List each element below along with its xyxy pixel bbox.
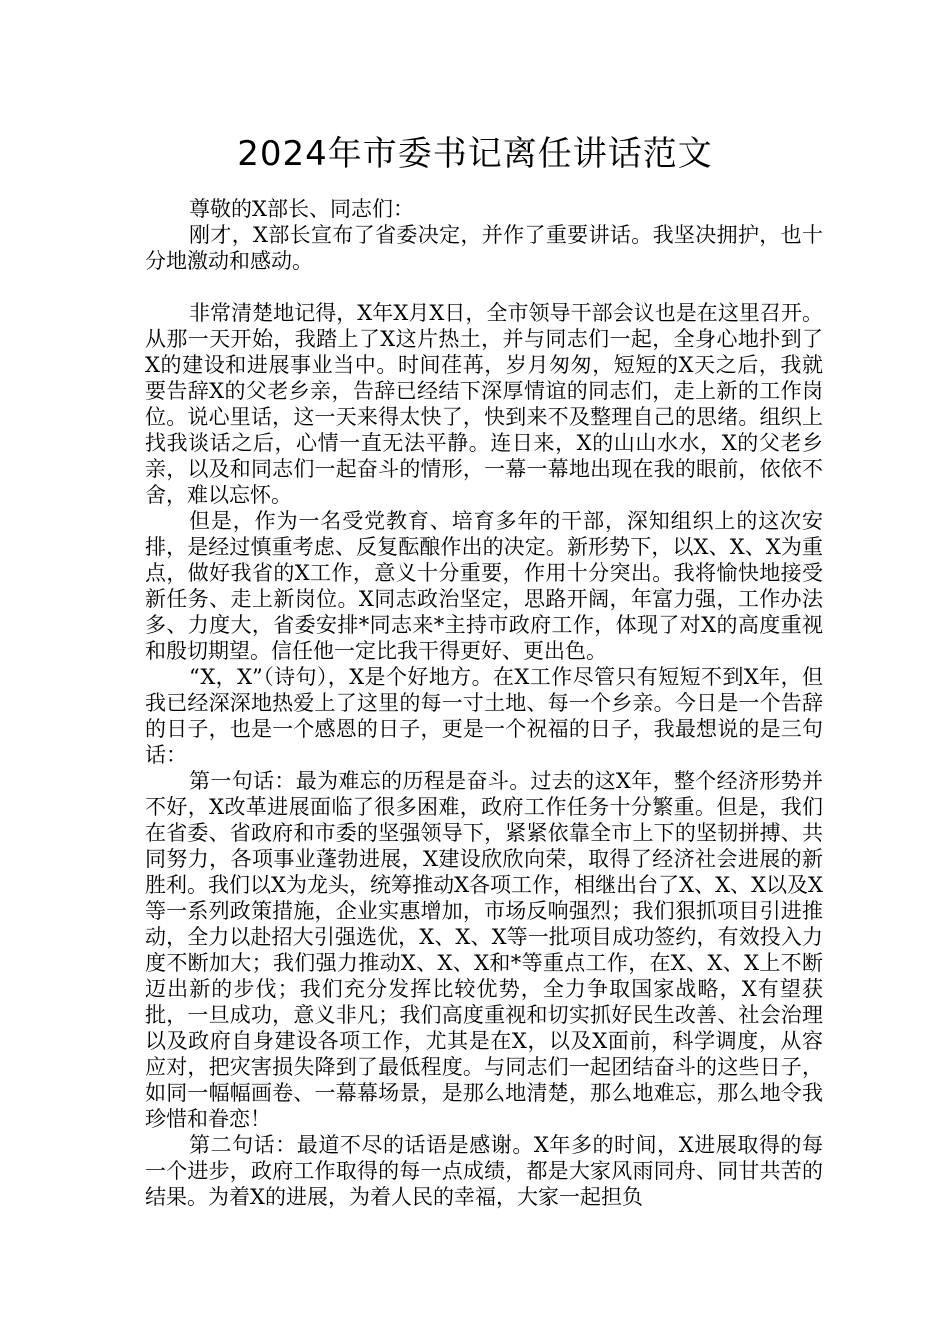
document-body bbox=[145, 196, 823, 1210]
body-paragraph: 第二句话：最道不尽的话语是感谢。X年多的时间，X进展取得的每一个进步，政府工作取得的每一点成绩，都是大家风雨同舟、同甘共苦的结果。为着X的进展，为着人民的幸福，大家一起担负 bbox=[145, 1133, 823, 1209]
body-paragraph: 刚才，X部长宣布了省委决定，并作了重要讲话。我坚决拥护，也十分地激动和感动。 bbox=[145, 223, 823, 273]
body-paragraph: 非常清楚地记得，X年X月X日，全市领导干部会议也是在这里召开。从那一天开始，我踏上了X这片热土，并与同志们一起，全身心地扑到了X的建设和进展事业当中。时间荏苒，岁月匆匆，短短的X天之后，我就要告辞X的父老乡亲，告辞已经结下深厚情谊的同志们，走上新的工作岗位。说心里话，这一天来得太快了，快到来不及整理自己的思绪。组织上找我谈话之后，心情一直无法平静。连日来，X的山山水水，X的父老乡亲，以及和同志们一起奋斗的情形，一幕一幕地出现在我的眼前，依依不舍，难以忘怀。 bbox=[145, 301, 823, 507]
body-paragraph: 第一句话：最为难忘的历程是奋斗。过去的这X年，整个经济形势并不好，X改革进展面临了很多困难，政府工作任务十分繁重。但是，我们在省委、省政府和市委的坚强领导下，紧紧依靠全市上下的坚韧拼搏、共同努力，各项事业蓬勃进展，X建设欣欣向荣，取得了经济社会进展的新胜利。我们以X为龙头，统筹推动X各项工作，相继出台了X、X、X以及X等一系列政策措施，企业实惠增加，市场反响强烈；我们狠抓项目引进推动，全力以赴招大引强选优，X、X、X等一批项目成功签约，有效投入力度不断加大；我们强力推动X、X、X和*等重点工作，在X、X、X上不断迈出新的步伐；我们充分发挥比较优势，全力争取国家战略，X有望获批，一旦成功，意义非凡；我们高度重视和切实抓好民生改善、社会治理以及政府自身建设各项工作，尤其是在X，以及X面前，科学调度，从容应对，把灾害损失降到了最低程度。与同志们一起团结奋斗的这些日子，如同一幅幅画卷、一幕幕场景，是那么地清楚，那么地难忘，那么地令我珍惜和眷恋！ bbox=[145, 769, 823, 1131]
body-paragraph: 但是，作为一名受党教育、培育多年的干部，深知组织上的这次安排，是经过慎重考虑、反复酝酿作出的决定。新形势下，以X、X、X为重点，做好我省的X工作，意义十分重要，作用十分突出。我将愉快地接受新任务、走上新岗位。X同志政治坚定，思路开阔，年富力强，工作办法多、力度大，省委安排*同志来*主持市政府工作，体现了对X的高度重视和殷切期望。信任他一定比我干得更好、更出色。 bbox=[145, 509, 823, 663]
salutation-paragraph: 尊敬的X部长、同志们： bbox=[189, 197, 414, 221]
body-paragraph: “X，X”（诗句），X是个好地方。在X工作尽管只有短短不到X年，但我已经深深地热爱上了这里的每一寸土地、每一个乡亲。今日是一个告辞的日子，也是一个感恩的日子，更是一个祝福的日子，我最想说的是三句话： bbox=[145, 665, 823, 767]
document-title: 2024年市委书记离任讲话范文 bbox=[237, 134, 713, 174]
